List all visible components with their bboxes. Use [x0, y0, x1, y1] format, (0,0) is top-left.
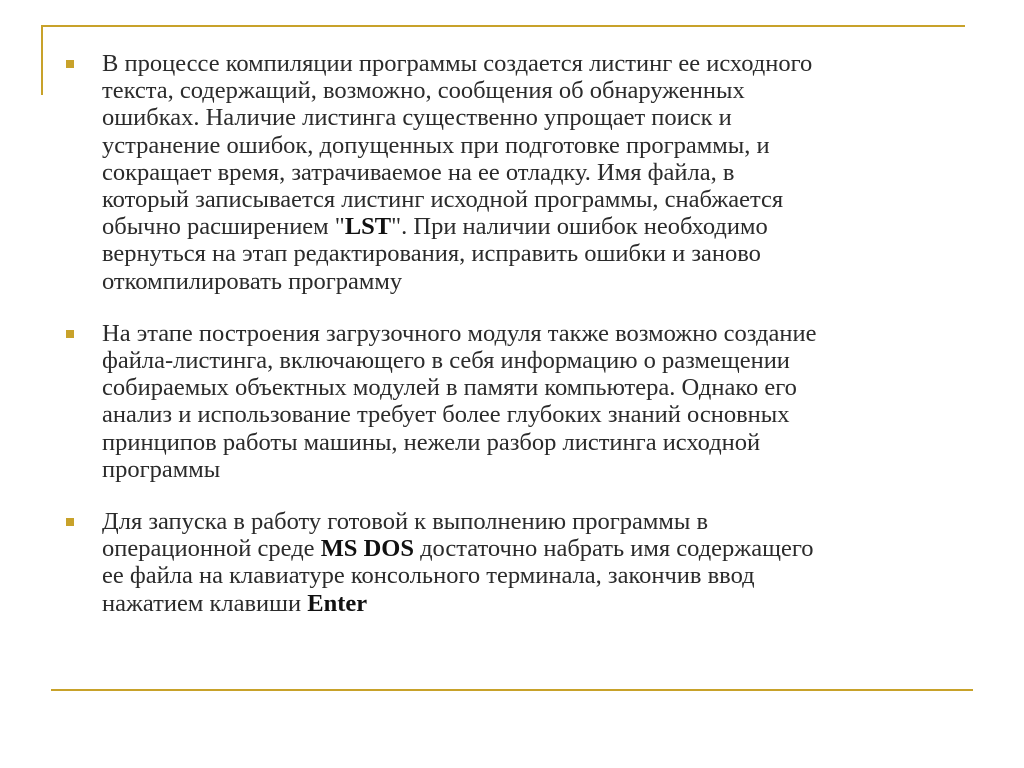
text-line: Для запуска в работу готовой к выполнению программы в	[102, 508, 709, 536]
text-line: достаточно набрать имя содержащего	[413, 535, 814, 563]
text-line: ошибках. Наличие листинга существенно упрощает поиск и	[102, 104, 732, 132]
bullet-item-program-launch	[64, 508, 944, 617]
bullet-text	[102, 50, 944, 295]
text-line: В процессе компиляции программы создается листинг ее исходного	[102, 50, 813, 77]
bullet-text	[102, 508, 944, 617]
text-line: собираемых объектных модулей в памяти компьютера. Однако его	[102, 374, 797, 402]
text-line: На этапе построения загрузочного модуля также возможно создание	[102, 319, 817, 347]
bottom-divider-line	[51, 689, 973, 691]
text-line: нажатием клавиши	[102, 589, 308, 617]
text-line: ". При наличии ошибок необходимо	[391, 213, 768, 241]
top-divider-line	[41, 25, 965, 27]
left-divider-line	[41, 25, 43, 95]
text-line: текста, содержащий, возможно, сообщения об обнаруженных	[102, 77, 745, 105]
bullet-item-compilation-listing	[64, 50, 944, 295]
bullet-item-load-module-listing	[64, 320, 944, 483]
os-name-term: MS DOS	[320, 535, 414, 563]
text-line: принципов работы машины, нежели разбор листинга исходной	[102, 428, 761, 456]
square-bullet-icon	[66, 60, 74, 68]
text-line: сокращает время, затрачиваемое на ее отладку. Имя файла, в	[102, 158, 735, 186]
text-line: устранение ошибок, допущенных при подготовке программы, и	[102, 131, 770, 159]
bullet-list	[64, 50, 944, 617]
text-line: файла-листинга, включающего в себя информацию о размещении	[102, 347, 790, 375]
square-bullet-icon	[66, 330, 74, 338]
text-line: вернуться на этап редактирования, исправить ошибки и заново	[102, 240, 761, 268]
text-line: операционной среде	[102, 535, 321, 563]
text-line: программы	[102, 455, 221, 483]
text-line: откомпилировать программу	[102, 267, 403, 295]
square-bullet-icon	[66, 518, 74, 526]
text-line: анализ и использование требует более глубоких знаний основных	[102, 401, 790, 429]
text-line: который записывается листинг исходной программы, снабжается	[102, 186, 784, 214]
file-extension-term: LST	[344, 213, 392, 241]
bullet-text	[102, 320, 944, 483]
key-name-term: Enter	[307, 589, 368, 617]
text-line: ее файла на клавиатуре консольного терминала, закончив ввод	[102, 562, 755, 590]
text-line: обычно расширением "	[102, 213, 345, 241]
